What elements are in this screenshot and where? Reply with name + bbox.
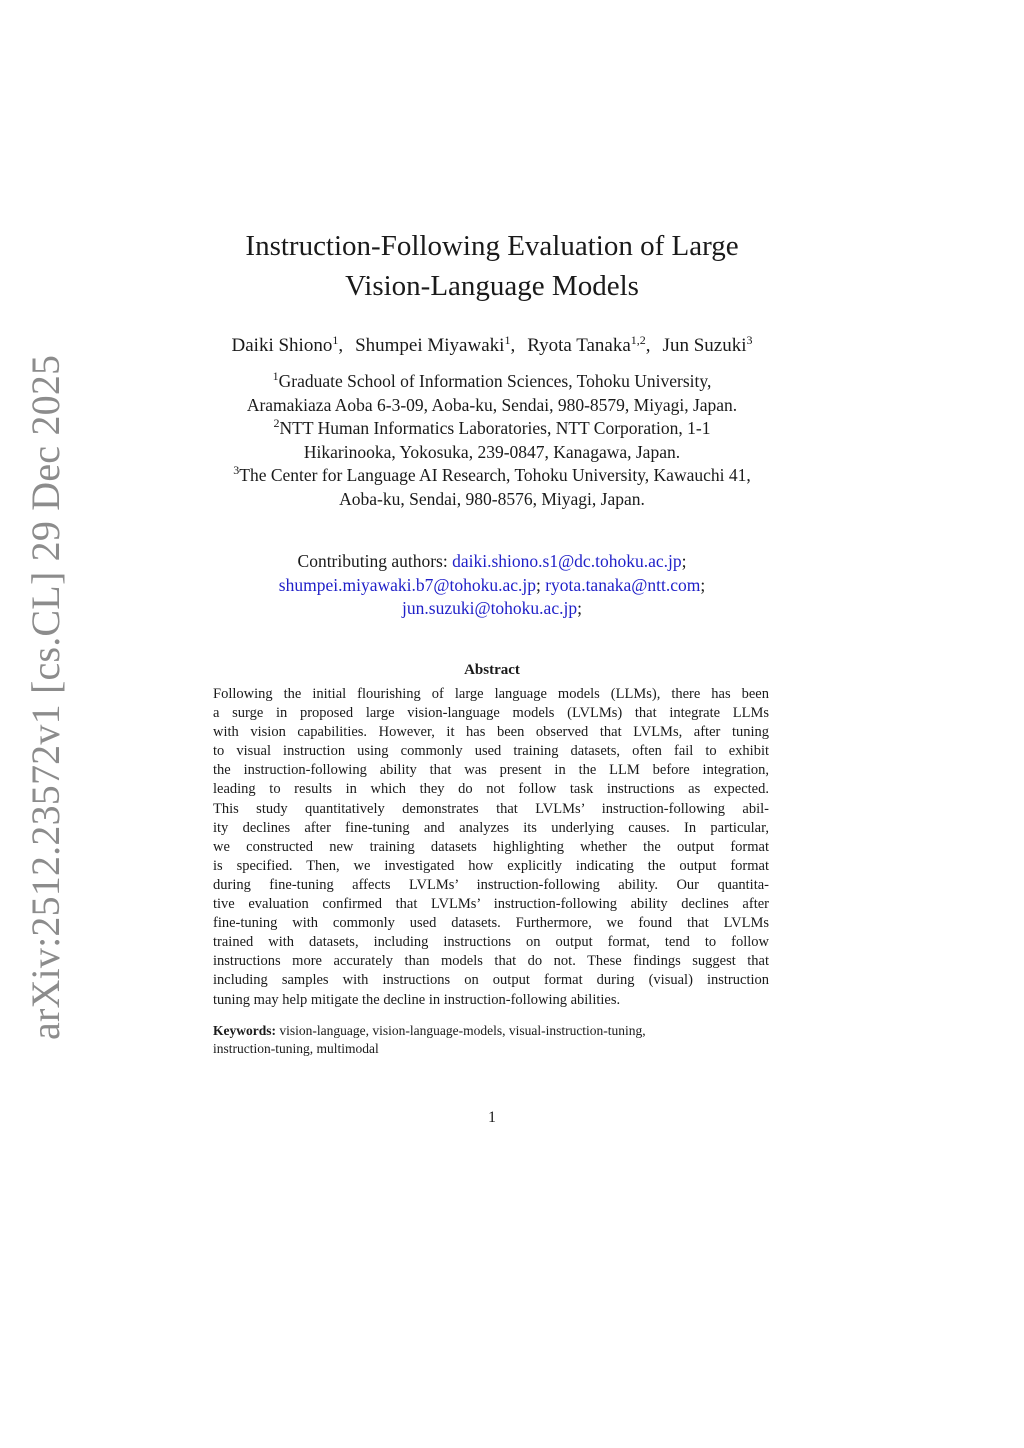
abstract-line: including samples with instructions on output format during (visual) instruction [213, 972, 769, 989]
keywords [213, 1022, 769, 1058]
abstract-line: trained with datasets, including instructions on output format, tend to follow [213, 934, 769, 951]
abstract-line: fine-tuning with commonly used datasets. Furthermore, we found that LVLMs [213, 915, 769, 932]
affiliation-mark: 1 [272, 369, 279, 383]
abstract-line: the instruction-following ability that was present in the LLM before integration, [213, 762, 769, 779]
affiliation-line: Hikarinooka, Yokosuka, 239-0847, Kanagawa, Japan. [303, 441, 681, 462]
affiliation-line: $^2$NTT Human Informatics Laboratories, NTT Corporation, 1-1 [273, 416, 711, 438]
author-name: Daiki Shiono [231, 335, 333, 356]
email-link-tanaka[interactable]: ryota.tanaka@ntt.com [545, 574, 701, 595]
abstract-line: instructions more accurately than models that do not. These findings suggest that [213, 953, 769, 970]
abstract-body [213, 685, 769, 1010]
author-affiliation-mark: 1 [504, 333, 511, 347]
affiliation-list [0, 370, 984, 511]
abstract-heading: Abstract [464, 662, 520, 678]
affiliation-mark: 2 [273, 416, 280, 430]
affiliation-line: Aramakiaza Aoba 6-3-09, Aoba-ku, Sendai, 980-8579, Miyagi, Japan. [246, 394, 738, 415]
author-affiliation-mark: 1 [332, 333, 339, 347]
affiliation-line: $^1$Graduate School of Information Sciences, Tohoku University, [272, 369, 712, 391]
contributing-authors: Contributing authors: daiki.shiono.s1@dc.tohoku.ac.jp; shumpei.miyawaki.b7@tohoku.ac.jp; ryota.tanaka@ntt.com; jun.suzuki@tohoku.ac.jp; [278, 551, 706, 618]
affiliation-line: $^3$The Center for Language AI Research, Tohoku University, Kawauchi 41, [233, 463, 751, 485]
email-link-shiono[interactable]: daiki.shiono.s1@dc.tohoku.ac.jp [452, 551, 682, 571]
paper-title [0, 226, 984, 306]
author-name: Shumpei Miyawaki [355, 335, 505, 356]
author-affiliation-mark: 3 [746, 333, 753, 347]
affiliation-mark: 3 [233, 463, 240, 477]
email-link-suzuki[interactable]: jun.suzuki@tohoku.ac.jp [402, 598, 578, 618]
abstract-line: is specified. Then, we investigated how explicitly indicating the output format [213, 857, 769, 874]
keywords-label: Keywords: [213, 1023, 276, 1038]
keywords-line: vision-language, vision-language-models, visual-instruction-tuning, [279, 1023, 646, 1038]
author-name: Jun Suzuki [662, 335, 747, 356]
paper-title-line-2: Vision-Language Models [345, 270, 639, 302]
keywords-line: instruction-tuning, multimodal [213, 1041, 379, 1056]
arxiv-identifier-stamp: arXiv:2512.23572v1 [cs.CL] 29 Dec 2025 [23, 354, 68, 1040]
abstract-line: we constructed new training datasets highlighting whether the output format [213, 838, 769, 855]
affiliation-line: Aoba-ku, Sendai, 980-8576, Miyagi, Japan. [339, 488, 645, 509]
paper-title-line-1: Instruction-Following Evaluation of Large [245, 230, 739, 262]
abstract-line: tive evaluation confirmed that LVLMs’ instruction-following ability declines after [213, 896, 769, 913]
abstract-line: Following the initial flourishing of large language models (LLMs), there has been [213, 686, 769, 702]
page-number: 1 [488, 1109, 496, 1126]
abstract-line: This study quantitatively demonstrates that LVLMs’ instruction-following abil- [213, 800, 769, 817]
abstract-line: with vision capabilities. However, it has been observed that LVLMs, after tuning [213, 724, 769, 741]
abstract-line: a surge in proposed large vision-language models (LVLMs) that integrate LLMs [213, 705, 769, 722]
abstract-line: during fine-tuning affects LVLMs’ instruction-following ability. Our quantita- [213, 876, 769, 893]
author-affiliation-mark: 1,2 [630, 333, 646, 347]
contributing-authors-label: Contributing authors: [297, 551, 448, 571]
author-name: Ryota Tanaka [527, 335, 631, 356]
abstract-line: leading to results in which they do not follow task instructions as expected. [213, 781, 769, 798]
abstract-line: to visual instruction using commonly used training datasets, often fail to exhibit [213, 743, 769, 760]
abstract-line: ity declines after fine-tuning and analyzes its underlying causes. In particular, [213, 819, 769, 836]
email-link-miyawaki[interactable]: shumpei.miyawaki.b7@tohoku.ac.jp [278, 574, 536, 595]
abstract-line: tuning may help mitigate the decline in instruction-following abilities. [213, 991, 621, 1008]
author-list: Daiki Shiono$^1$, Shumpei Miyawaki$^1$, Ryota Tanaka$^{1,2}$, Jun Suzuki$^3$ [231, 333, 753, 356]
